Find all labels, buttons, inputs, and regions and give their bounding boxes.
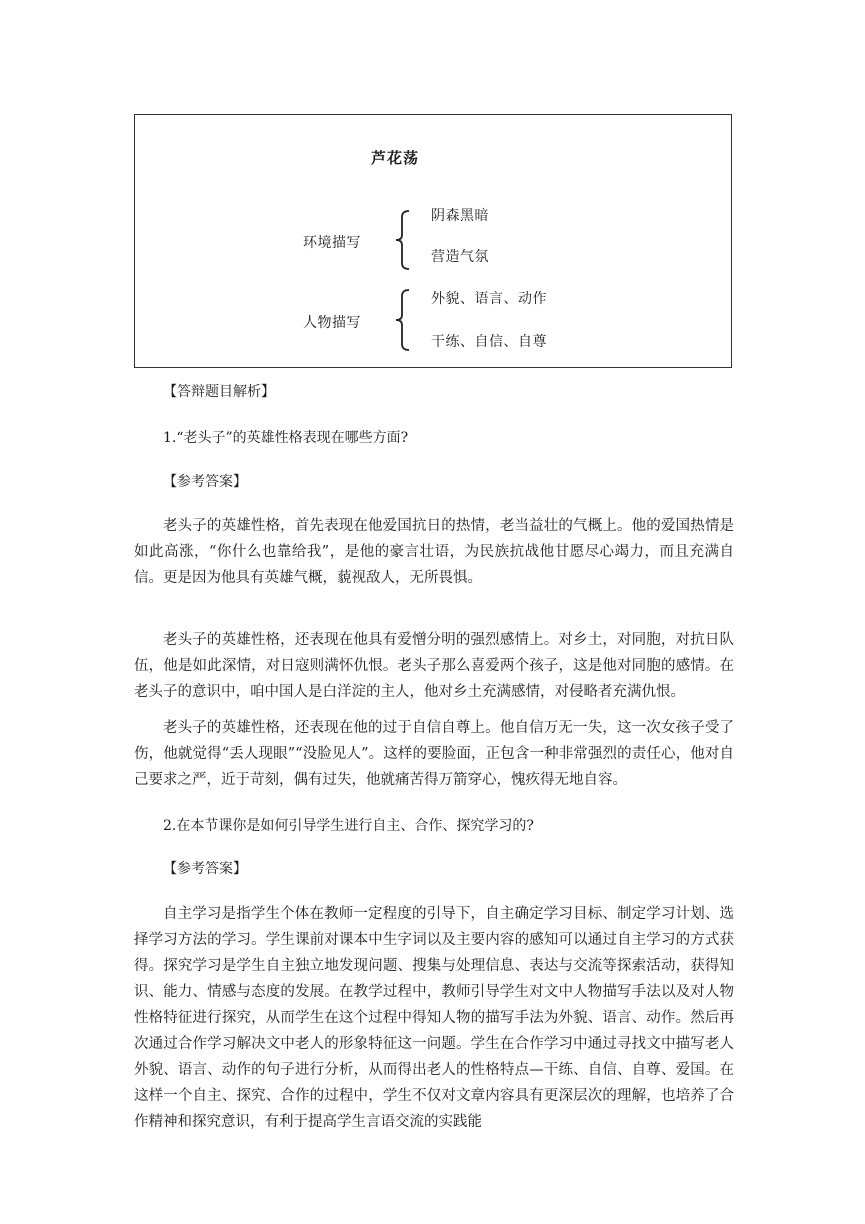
answer-label-1: 【参考答案】 [163, 474, 247, 490]
answer-label-2: 【参考答案】 [163, 861, 247, 877]
answer-paragraph: 老头子的英雄性格，首先表现在他爱国抗日的热情，老当益壮的气概上。他的爱国热情是如此高涨，“你什么也靠给我”，是他的豪言壮语，为民族抗战他甘愿尽心竭力，而且充满自信。更是因为他具有英雄气概，藐视敌人，无所畏惧。 [134, 518, 734, 586]
brace-icon [393, 209, 413, 271]
category-item: 阴森黑暗 [431, 208, 489, 224]
answer-paragraph: 自主学习是指学生个体在教师一定程度的引导下，自主确定学习目标、制定学习计划、选择学习方法的学习。学生课前对课本中生字词以及主要内容的感知可以通过自主学习的方式获得。探究学习是学生自主独立地发现问题、搜集与处理信息、表达与交流等探索活动，获得知识、能力、情感与态度的发展。在教学过程中，教师引导学生对文中人物描写手法以及对人物性格特征进行探究，从而学生在这个过程中得知人物的描写手法为外貌、语言、动作。然后再次通过合作学习解决文中老人的形象特征这一问题。学生在合作学习中通过寻找文中描写老人外貌、语言、动作的句子进行分析，从而得出老人的性格特点—干练、自信、自尊、爱国。在这样一个自主、探究、合作的过程中，学生不仅对文章内容具有更深层次的理解，也培养了合作精神和探究意识，有利于提高学生言语交流的实践能 [134, 906, 734, 1130]
brace-icon [393, 288, 413, 352]
category-item: 干练、自信、自尊 [431, 334, 547, 350]
answer-paragraph: 老头子的英雄性格，还表现在他具有爱憎分明的强烈感情上。对乡土，对同胞，对抗日队伍，他是如此深情，对日寇则满怀仇恨。老头子那么喜爱两个孩子，这是他对同胞的感情。在老头子的意识中，咱中国人是白洋淀的主人，他对乡土充满感情，对侵略者充满仇恨。 [134, 632, 734, 700]
category-label-character: 人物描写 [303, 315, 361, 331]
section-title: 【答辩题目解析】 [163, 384, 275, 400]
category-item: 外貌、语言、动作 [431, 291, 547, 307]
concept-diagram [134, 114, 732, 368]
category-label-environment: 环境描写 [303, 235, 361, 251]
question-2: 2.在本节课你是如何引导学生进行自主、合作、探究学习的? [163, 818, 534, 834]
category-item: 营造气氛 [431, 249, 489, 265]
diagram-title: 芦花荡 [371, 149, 420, 167]
answer-paragraph: 老头子的英雄性格，还表现在他的过于自信自尊上。他自信万无一失，这一次女孩子受了伤，他就觉得“丢人现眼”“没脸见人”。这样的要脸面，正包含一种非常强烈的责任心，他对自己要求之严，近于苛刻，偶有过失，他就痛苦得万箭穿心，愧疚得无地自容。 [134, 720, 734, 788]
question-1: 1.“老头子”的英雄性格表现在哪些方面? [163, 430, 409, 446]
